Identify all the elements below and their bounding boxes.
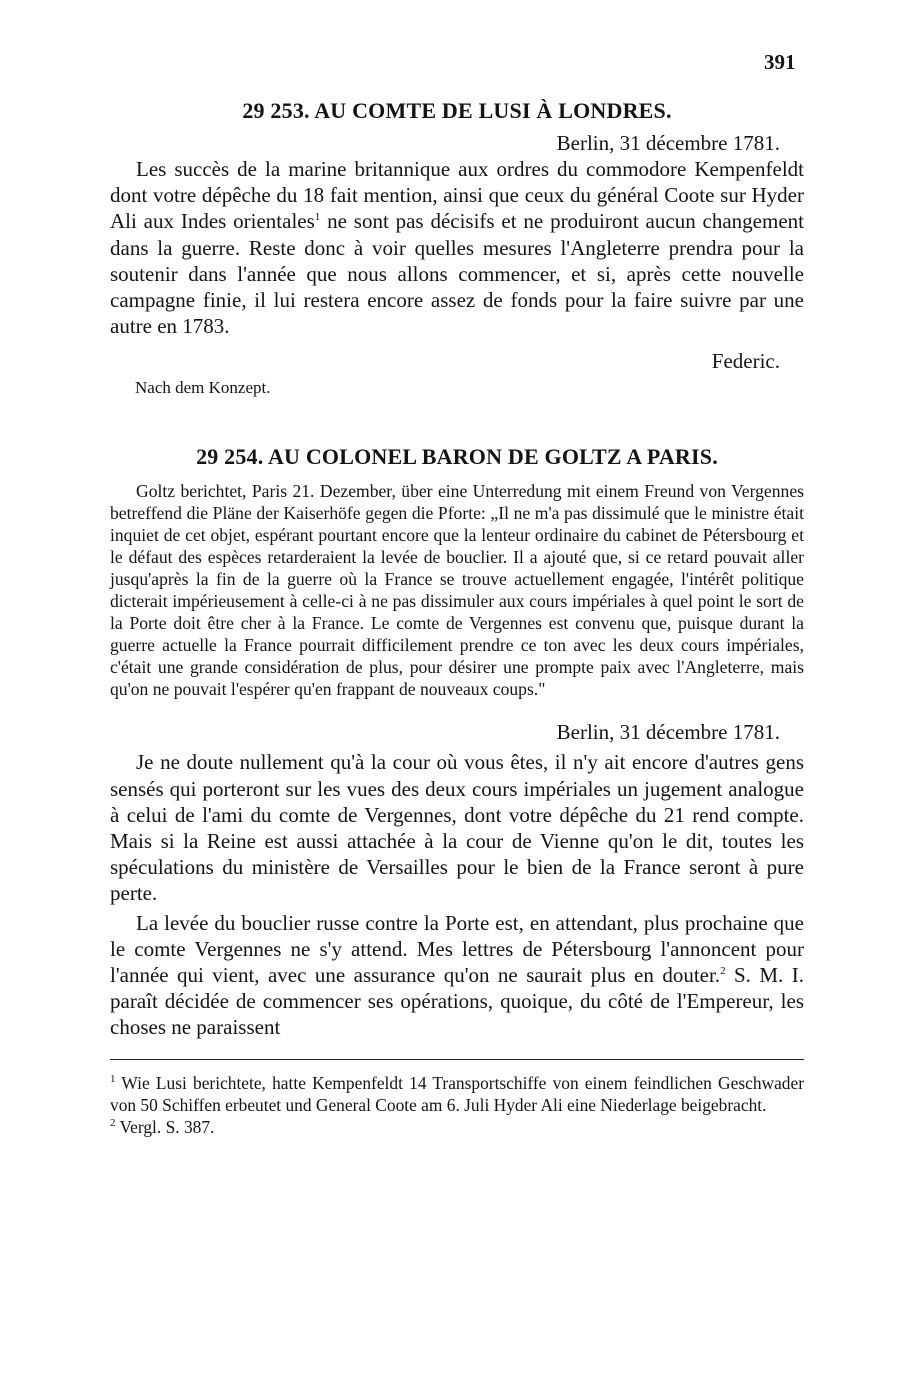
footnote-mark-1: 1 [110,1072,116,1085]
footnote-text-2: Vergl. S. 387. [115,1116,215,1137]
page-content [110,40,804,1138]
letter-body-29253 [110,156,804,339]
footnote-text-1: Wie Lusi berichtete, hatte Kempenfeldt 14 Transportschiffe von einem feindlichen Geschwader von 50 Schiffen erbeutet und General Coote am 6. Juli Hyder Ali eine Niederlage beigebracht. [110,1072,804,1115]
footnote-ref-2: 2 [720,965,726,978]
letter-dateline-29253: Berlin, 31 décembre 1781. [556,131,780,155]
footnote-divider [110,1059,804,1060]
letter-body-part-b: ne sont pas décisifs et ne produiront aucun changement dans la guerre. Reste donc à voir quelles mesures l'Angleterre prendra pour la soutenir dans l'année que nous allons commencer, et si, après cette nouvelle campagne finie, il lui restera encore assez de fonds pour la faire suivre par une autre en 1783. [110,209,804,339]
letter-body-part-a: Les succès de la marine britannique aux ordres du commodore Kempenfeldt dont votre dépêche du 18 fait mention, ainsi que ceux du général Coote sur Hyder Ali aux Indes orientales [110,157,804,234]
letter-dateline-29254: Berlin, 31 décembre 1781. [556,720,780,745]
paragraph-2-part-a: La levée du bouclier russe contre la Porte est, en attendant, plus prochaine que le comte Vergennes ne s'y attend. Mes lettres de Pétersbourg l'annoncent pour l'année qui vient, avec une assurance qu'on ne saurait plus en douter. [110,910,804,988]
paragraph-2-part-b: S. M. I. paraît décidée de commencer ses opérations, quoique, du côté de l'Empereur, les choses ne paraissent [110,963,804,1040]
page-number: 391 [764,50,796,74]
letter-paragraph-2 [110,910,804,1041]
letter-heading-29253: 29 253. AU COMTE DE LUSI À LONDRES. [242,98,672,123]
footnote-ref-1: 1 [314,211,321,224]
footnotes [110,1072,804,1138]
footnote-2 [110,1116,804,1138]
footnote-mark-2: 2 [110,1116,116,1129]
letter-heading-29254: 29 254. AU COLONEL BARON DE GOLTZ A PARIS. [196,444,718,470]
source-note: Nach dem Konzept. [135,378,271,398]
footnote-1 [110,1072,804,1116]
letter-paragraph-1: Je ne doute nullement qu'à la cour où vous êtes, il n'y ait encore d'autres gens sensés qui porteront sur les vues des deux cours impériales un jugement analogue à celui de l'ami du comte de Vergennes, dont votre dépêche du 21 rend compte. Mais si la Reine est aussi attachée à la cour de Vienne qu'on le dit, toutes les spéculations du ministère de Versailles pour le bien de la France seront à pure perte. [110,750,804,906]
signature: Federic. [711,349,780,374]
editorial-summary: Goltz berichtet, Paris 21. Dezember, über eine Unterredung mit einem Freund von Vergennes betreffend die Pläne der Kaiserhöfe gegen die Pforte: „Il ne m'a pas dissimulé que le ministre était inquiet de cet objet, espérant pourtant encore que la lenteur ordinaire du cabinet de Pétersbourg et le défaut des espèces retarderaient la levée de bouclier. Il a ajouté que, si ce retard pouvait aller jusqu'après la fin de la guerre où la France se trouve actuellement engagée, l'intérêt politique dicterait impérieusement à celle-ci à ne pas dissimuler aux cours impériales à quel point le sort de la Porte doit être cher à la France. Le comte de Vergennes est convenu que, puisque durant la guerre actuelle la France pourrait difficilement prendre ce ton avec les deux cours impériales, c'était une grande considération de plus, pour désirer une prompte paix avec l'Angleterre, mais qu'on ne pouvait l'espérer qu'en frappant de nouveaux coups." [110,481,804,700]
